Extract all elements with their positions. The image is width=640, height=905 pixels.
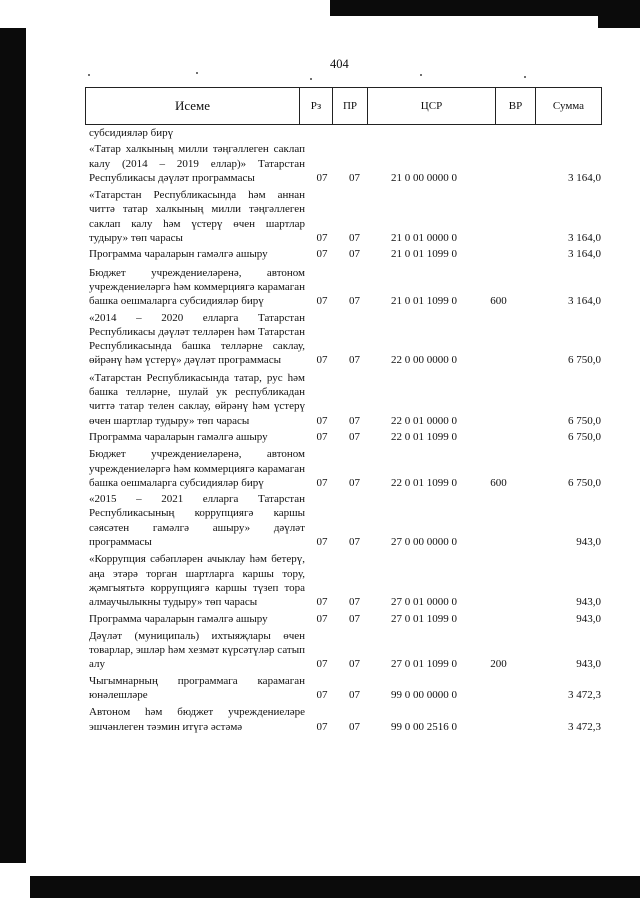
row-sum: 943,0 (576, 536, 601, 549)
table-row (89, 612, 601, 626)
row-csr: 22 0 01 0000 0 (391, 414, 457, 427)
row-pr: 07 (349, 476, 360, 489)
row-pr: 07 (349, 232, 360, 245)
row-pr: 07 (349, 596, 360, 609)
row-sum: 3 472,3 (568, 720, 601, 733)
row-csr: 22 0 01 1099 0 (391, 430, 457, 443)
row-name: «Коррупция сәбәпләрен ачыклау һәм бетерү, аңа этәрә торган шартларга каршы тору, җәмгыятьтә коррупциягә каршы түзеп тора алмаучылыкны тудыру» төп чарасы (89, 553, 305, 609)
table-row (89, 430, 601, 444)
table-row (89, 371, 601, 428)
row-csr: 27 0 00 0000 0 (391, 536, 457, 549)
header-sum: Сумма (552, 100, 585, 112)
row-csr: 27 0 01 0000 0 (391, 596, 457, 609)
row-csr: 22 0 01 1099 0 (391, 476, 457, 489)
table-row (89, 266, 601, 309)
row-pr: 07 (349, 536, 360, 549)
row-pr: 07 (349, 171, 360, 184)
header-rz: Рз (300, 88, 333, 124)
row-csr: 22 0 00 0000 0 (391, 354, 457, 367)
row-rz: 07 (316, 688, 328, 701)
row-pr: 07 (349, 688, 360, 701)
table-row (89, 629, 601, 672)
row-name: Дәүләт (муниципаль) ихтыяҗлары өчен товарлар, эшләр һәм хезмәт күрсәтүләр сатып алу (89, 629, 305, 671)
table-body (89, 124, 601, 734)
row-pr: 07 (349, 354, 360, 367)
table-row (89, 552, 601, 609)
row-sum: 943,0 (576, 596, 601, 609)
scan-speck (310, 78, 312, 80)
table-row (89, 126, 601, 140)
row-rz: 07 (316, 720, 328, 733)
row-pr: 07 (349, 414, 360, 427)
row-pr: 07 (349, 248, 360, 261)
row-csr: 27 0 01 1099 0 (391, 612, 457, 625)
row-name: Бюджет учреждениеләренә, автоном учреждениеләргә һәм коммерциягә карамаган башка оешмаларга субсидияләр бирү (89, 448, 305, 489)
row-sum: 6 750,0 (568, 430, 601, 443)
row-rz: 07 (316, 658, 328, 671)
scan-speck (524, 76, 526, 78)
row-sum: 3 164,0 (568, 295, 601, 308)
header-vr: ВР (496, 88, 536, 124)
row-csr: 27 0 01 1099 0 (391, 658, 457, 671)
row-sum: 943,0 (576, 658, 601, 671)
row-rz: 07 (316, 536, 328, 549)
row-rz: 07 (316, 430, 328, 443)
row-name: субсидияләр бирү (89, 127, 174, 139)
header-csr: ЦСР (368, 88, 496, 124)
row-sum: 6 750,0 (568, 354, 601, 367)
table-row (89, 311, 601, 368)
row-rz: 07 (316, 295, 328, 308)
row-rz: 07 (316, 612, 328, 625)
row-name: Программа чараларын гамәлгә ашыру (89, 248, 268, 261)
header-pr: ПР (333, 88, 368, 124)
table-row (89, 492, 601, 549)
row-name: Чыгымнарның программага карамаган юнәлешләре (89, 674, 305, 701)
row-sum: 3 164,0 (568, 171, 601, 184)
row-pr: 07 (349, 295, 360, 308)
row-name: «Татар халкының милли тәңгәллеген саклап калу (2014 – 2019 еллар)» Татарстан Республикасы дәүләт программасы (89, 143, 305, 184)
row-pr: 07 (349, 658, 360, 671)
row-name: «2014 – 2020 елларга Татарстан Республикасы дәүләт телләрен һәм Татарстан Республикасында башка телләрне саклау, өйрәнү һәм үстерү» дәүләт программасы (89, 311, 305, 367)
header-name: Исеме (86, 88, 300, 124)
row-sum: 3 472,3 (568, 688, 601, 701)
row-rz: 07 (316, 232, 328, 245)
table-row (89, 247, 601, 261)
row-pr: 07 (349, 612, 360, 625)
scan-speck (420, 74, 422, 76)
scan-speck (196, 72, 198, 74)
row-csr: 21 0 01 0000 0 (391, 232, 457, 245)
row-name: Программа чараларын гамәлгә ашыру (89, 612, 268, 625)
scan-edge-top-corner (598, 0, 640, 28)
row-pr: 07 (349, 430, 360, 443)
row-name: «Татарстан Республикасында һәм аннан читтә татар халкының милли тәңгәллеген саклап калу һәм үстерү өчен шартлар тудыру» төп чарасы (89, 189, 305, 245)
row-rz: 07 (316, 476, 328, 489)
row-rz: 07 (316, 414, 328, 427)
table-row (89, 447, 601, 490)
row-vr: 600 (490, 476, 507, 489)
row-vr: 600 (490, 295, 507, 308)
row-vr: 200 (490, 658, 507, 671)
scan-edge-left (0, 28, 26, 863)
row-name: Бюджет учреждениеләренә, автоном учреждениеләргә һәм коммерциягә карамаган башка оешмаларга субсидияләр бирү (89, 266, 305, 308)
scan-edge-bottom (30, 876, 640, 898)
scan-speck (88, 74, 90, 76)
row-rz: 07 (316, 596, 328, 609)
row-csr: 99 0 00 2516 0 (391, 720, 457, 733)
row-sum: 6 750,0 (568, 414, 601, 427)
scan-edge-top (330, 0, 640, 16)
row-rz: 07 (316, 248, 328, 261)
row-name: Программа чараларын гамәлгә ашыру (89, 430, 268, 443)
row-rz: 07 (316, 354, 328, 367)
row-csr: 21 0 01 1099 0 (391, 248, 457, 261)
row-name: «Татарстан Республикасында татар, рус һәм башка телләрне, шулай ук республикадан читтә татар телен саклау, өйрәнү һәм үстерү өчен шартлар тудыру» төп чарасы (89, 371, 305, 427)
row-csr: 21 0 00 0000 0 (391, 171, 457, 184)
row-sum: 3 164,0 (568, 232, 601, 245)
row-sum: 3 164,0 (568, 248, 601, 261)
row-pr: 07 (349, 720, 360, 733)
row-name: Автоном һәм бюджет учреждениеләре эшчәнлеген тәэмин итүгә әстәмә (89, 706, 305, 733)
row-rz: 07 (316, 171, 328, 184)
table-row (89, 705, 601, 734)
row-csr: 21 0 01 1099 0 (391, 295, 457, 308)
page-number: 404 (330, 57, 349, 71)
row-name: «2015 – 2021 елларга Татарстан Республикасының коррупциягә каршы сәясәтен гамәлгә ашыру» дәүләт программасы (89, 493, 305, 549)
table-row (89, 142, 601, 185)
table-row (89, 674, 601, 703)
table-header (85, 87, 602, 125)
row-sum: 6 750,0 (568, 476, 601, 489)
table-row (89, 188, 601, 245)
row-csr: 99 0 00 0000 0 (391, 688, 457, 701)
row-sum: 943,0 (576, 612, 601, 625)
